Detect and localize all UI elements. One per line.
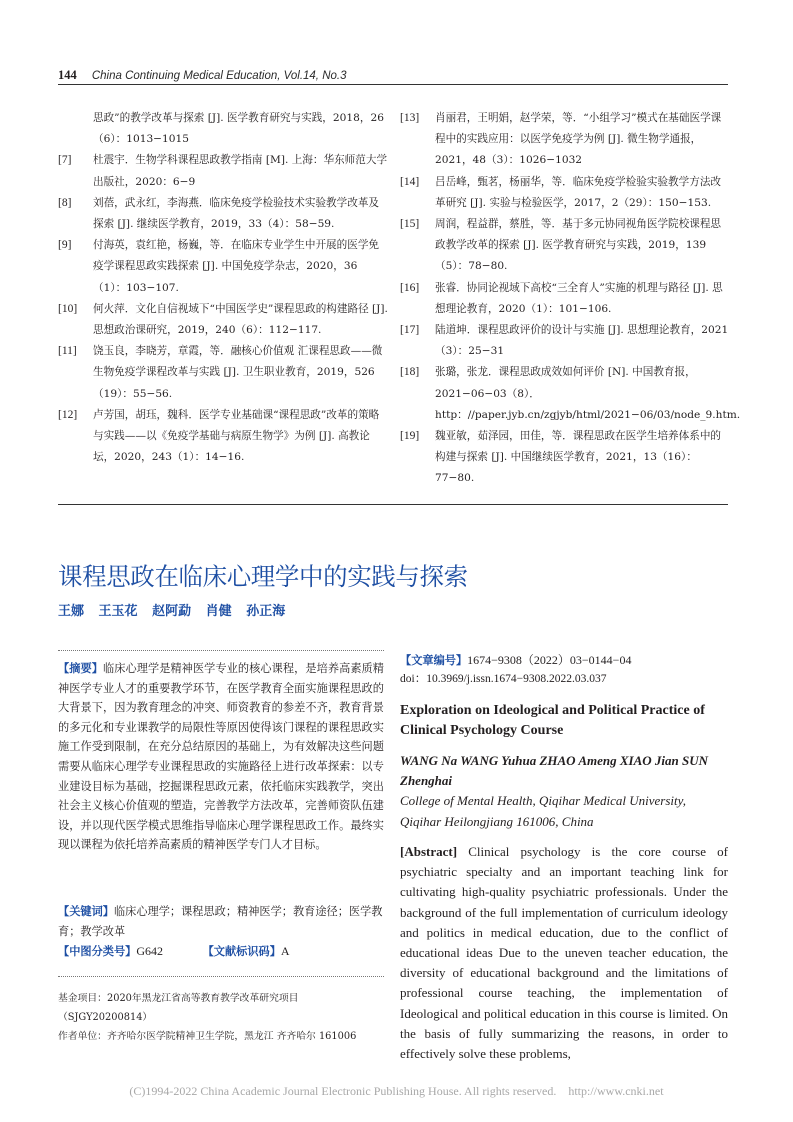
english-authors: WANG Na WANG Yuhua ZHAO Ameng XIAO Jian SUN Zhenghai (400, 753, 708, 788)
funding-note (58, 989, 384, 1046)
reference-text: 魏亚敏，茹泽园，田佳，等．课程思政在医学生培养体系中的构建与探索 [J]. 中国继续医学教育，2021，13（16）：77−80. (435, 430, 722, 485)
header-rule (58, 84, 728, 85)
english-affiliation: College of Mental Health, Qiqihar Medical University, Qiqihar Heilongjiang 161006, China (400, 793, 686, 829)
reference-number: [13] (400, 112, 420, 124)
reference-text: 饶玉良，李晓芳，章霞，等．融核心价值观 汇课程思政——微生物免疫学课程改革与实践 [J]. 卫生职业教育，2019，526（19）：55−56. (93, 345, 383, 400)
reference-item (400, 108, 730, 172)
reference-text: 肖丽君，王明娟，赵学荣，等．“小组学习”模式在基础医学课程中的实践应用：以医学免疫学为例 [J]. 微生物学通报，2021，48（3）：1026−1032 (435, 112, 722, 167)
dotted-divider (58, 650, 384, 651)
reference-item (58, 405, 388, 469)
english-abstract (400, 842, 728, 1064)
fund-text: 基金项目：2020年黑龙江省高等教育教学改革研究项目（SJGY20200814） (58, 993, 299, 1023)
reference-text: 张睿．协同论视域下高校“三全育人”实施的机理与路径 [J]. 思想理论教育，2020（1）：101−106. (435, 281, 723, 315)
chinese-abstract (58, 659, 384, 855)
reference-item (400, 362, 741, 426)
reference-text: 付海英，袁红艳，杨巍，等．在临床专业学生中开展的医学免疫学课程思政实践探索 [J]. 中国免疫学杂志，2020，36（1）：103−107. (93, 239, 380, 294)
reference-number: [16] (400, 281, 420, 294)
abstract-text: 临床心理学是精神医学专业的核心课程，是培养高素质精神医学专业人才的重要教学环节，在医学教育全面实施课程思政的大背景下，因为教育理念的冲突、师资教育的参差不齐，教育背景的多元化和专业课教学的局限性等原因使得该门课程的课程思政实施工作受到限制，在充分总结原因的基础上，为有效解决这些问题需要从临床心理学专业课程思政的实施路径上进行改革探索：以专业建设目标为基础，挖掘课程思政元素，依托临床实践教学，突出社会主义核心价值观的塑造，完善教学方法改革，完善师资队伍建设，并以现代医学模式思维指导临床心理学课程思政工作。最终实现以课程为依托培养高素质的精神医学专门人才目标。 (58, 662, 384, 852)
author-list (58, 600, 295, 619)
clc-value: G642 (136, 944, 163, 958)
classification-line (58, 942, 384, 962)
dotted-divider (58, 976, 384, 977)
reference-item (400, 320, 730, 362)
reference-item (58, 108, 388, 150)
abstract-label: 【摘要】 (58, 662, 103, 675)
author-name: 王玉花 (98, 604, 138, 619)
reference-text: 陆道坤．课程思政评价的设计与实施 [J]. 思想理论教育，2021（3）：25−31 (435, 324, 729, 358)
reference-number: [9] (58, 239, 72, 252)
reference-item (58, 235, 388, 299)
reference-item (400, 426, 730, 490)
reference-item (58, 341, 388, 405)
article-number-value: 1674−9308（2022）03−0144−04 (467, 653, 632, 667)
author-name: 孙正海 (246, 604, 286, 619)
reference-text: 吕岳峰，甄茗，杨丽华，等．临床免疫学检验实验教学方法改革研究 [J]. 实验与检验医学，2017，2（29）：150−153. (435, 175, 722, 209)
copyright-footer: (C)1994-2022 China Academic Journal Electronic Publishing House. All rights reserved. http://www.cnki.net (129, 1084, 664, 1098)
article-number-label: 【文章编号】 (400, 654, 468, 667)
reference-text: 思政”的教学改革与探索 [J]. 医学教育研究与实践，2018，26（6）：1013−1015 (93, 112, 384, 146)
reference-number: [8] (58, 196, 72, 209)
keywords (58, 902, 384, 941)
author-unit-text: 作者单位：齐齐哈尔医学院精神卫生学院，黑龙江 齐齐哈尔 161006 (58, 1031, 357, 1042)
reference-item (400, 214, 730, 278)
author-name: 王娜 (58, 604, 85, 619)
reference-item (58, 299, 388, 341)
journal-name: China Continuing Medical Education, Vol.14, No.3 (91, 70, 347, 82)
reference-number: [10] (58, 302, 78, 315)
article-title: 课程思政在临床心理学中的实践与探索 (58, 562, 468, 591)
keywords-text: 临床心理学；课程思政；精神医学；教育途径；医学教育；教学改革 (58, 905, 383, 938)
page-number: 144 (58, 68, 77, 82)
english-abstract-label: [Abstract] (400, 844, 458, 859)
section-divider (58, 504, 728, 505)
keywords-label: 【关键词】 (58, 905, 114, 918)
reference-number: [19] (400, 430, 420, 443)
article-number (400, 651, 730, 670)
reference-number: [18] (400, 366, 420, 379)
reference-number: [14] (400, 175, 420, 188)
english-title: Exploration on Ideological and Political Practice of Clinical Psychology Course (400, 703, 705, 738)
reference-text: 张璐，张龙．课程思政成效如何评价 [N]. 中国教育报，2021−06−03（8）．http：//paper.jyb.cn/zgjyb/html/2021−06/03/node_9.htm. (435, 366, 741, 421)
english-abstract-text: Clinical psychology is the core course of psychiatric specialty and an important teaching link for cultivating high-quality psychiatric professionals. Under the background of the full implementation of curriculum ideology and politics in medical education, due to the conflict of educational ideas Due to the uneven teacher education, the diversity of educational background and the limitations of professional course teaching, the implementation of Ideological and political education in this course is limited. On the basis of fully summarizing the reasons, in order to effectively solve these problems, (400, 844, 729, 1062)
reference-text: 卢芳国，胡珏，魏科．医学专业基础课“课程思政”改革的策略与实践——以《免疫学基础与病原生物学》为例 [J]. 高教论坛，2020，243（1）：14−16. (93, 408, 380, 464)
author-name: 肖健 (205, 604, 232, 619)
reference-item (58, 193, 388, 235)
running-header (58, 64, 728, 84)
doc-code-value: A (280, 944, 290, 958)
reference-item (400, 172, 730, 214)
reference-text: 周润，程益群，蔡胜，等．基于多元协同视角医学院校课程思政教学改革的探索 [J]. 医学教育研究与实践，2019，139（5）：78−80. (435, 218, 722, 273)
author-name: 赵阿勐 (152, 604, 192, 619)
reference-text: 刘蓓，武永红，李海燕．临床免疫学检验技术实验教学改革及探索 [J]. 继续医学教育，2019，33（4）：58−59. (93, 196, 380, 231)
reference-number: [17] (400, 324, 420, 337)
reference-item (400, 278, 730, 320)
reference-item (58, 150, 388, 192)
reference-text: 杜震宇．生物学科课程思政教学指南 [M]. 上海：华东师范大学出版社，2020：6−9 (93, 154, 388, 188)
reference-number: [11] (58, 345, 77, 358)
clc-label: 【中图分类号】 (58, 945, 137, 958)
doc-code-label: 【文献标识码】 (202, 945, 281, 958)
references-right-column (400, 108, 741, 490)
reference-number: [15] (400, 218, 420, 231)
reference-number: [12] (58, 408, 78, 421)
reference-number: [7] (58, 154, 72, 167)
doi: doi：10.3969/j.issn.1674−9308.2022.03.037 (400, 673, 607, 685)
reference-text: 何火萍．文化自信视域下“中国医学史”课程思政的构建路径 [J]. 思想政治课研究，2019，240（6）：112−117. (93, 302, 388, 337)
references-left-column (58, 108, 388, 468)
